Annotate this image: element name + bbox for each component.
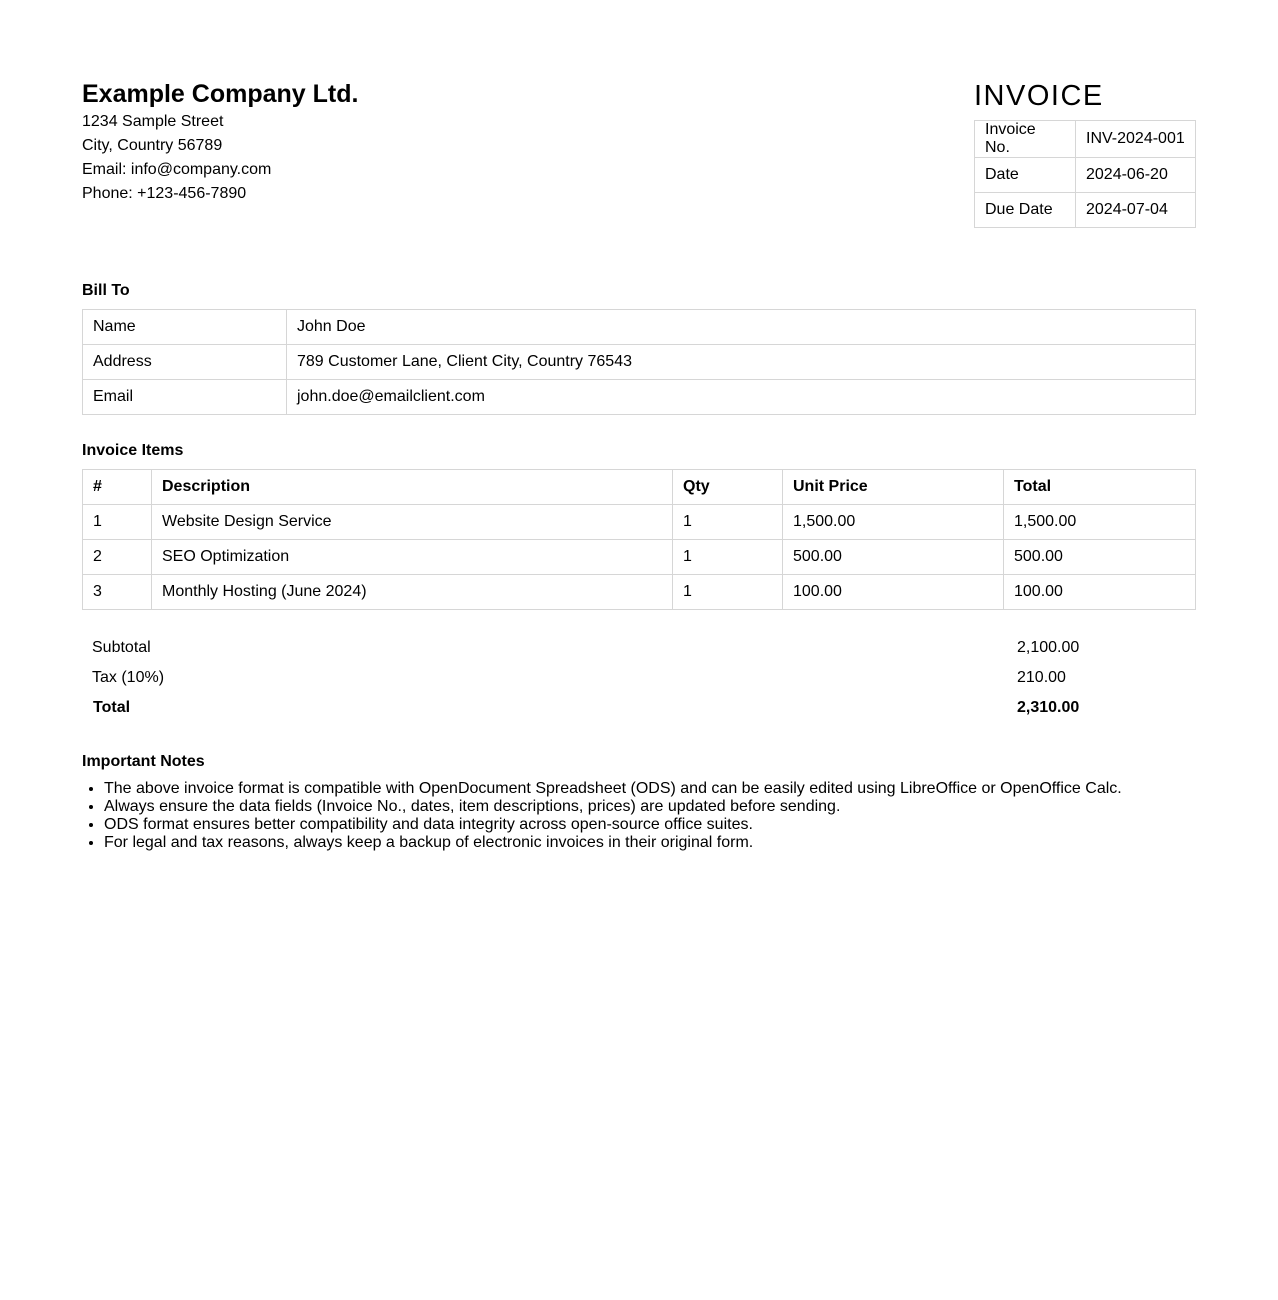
bill-label: Email (83, 380, 287, 415)
col-header-unit-price: Unit Price (783, 470, 1004, 505)
grand-total-label: Total (93, 699, 131, 716)
item-number: 1 (83, 505, 152, 540)
meta-label: Due Date (975, 193, 1076, 228)
bill-label: Address (83, 345, 287, 380)
item-description: Website Design Service (152, 505, 673, 540)
company-name: Example Company Ltd. (82, 80, 359, 108)
notes-list (82, 780, 1204, 852)
subtotal-row (82, 633, 1196, 663)
meta-label: Date (975, 158, 1076, 193)
item-qty: 1 (673, 505, 783, 540)
invoice-meta-table (974, 120, 1196, 228)
meta-value: 2024-06-20 (1076, 158, 1196, 193)
grand-total-row (82, 693, 1196, 723)
bill-row-address (83, 345, 1196, 380)
important-notes-heading: Important Notes (82, 753, 205, 770)
meta-row-due-date (975, 193, 1196, 228)
meta-row-date (975, 158, 1196, 193)
table-row (83, 575, 1196, 610)
list-item: • Always ensure the data fields (Invoice No., dates, item descriptions, prices) are updated before sending. (104, 798, 1204, 816)
company-city: City, Country 56789 (82, 137, 223, 154)
item-qty: 1 (673, 575, 783, 610)
bill-value: 789 Customer Lane, Client City, Country 76543 (287, 345, 1196, 380)
totals-section (82, 633, 1196, 723)
subtotal-label: Subtotal (92, 639, 151, 656)
tax-label: Tax (10%) (92, 669, 165, 686)
col-header-total: Total (1004, 470, 1196, 505)
col-header-qty: Qty (673, 470, 783, 505)
company-info (82, 78, 682, 206)
bill-to-table (82, 309, 1196, 415)
item-total: 500.00 (1004, 540, 1196, 575)
table-row (83, 540, 1196, 575)
item-total: 100.00 (1004, 575, 1196, 610)
invoice-items-table (82, 469, 1196, 610)
list-item: • The above invoice format is compatible with OpenDocument Spreadsheet (ODS) and can be easily edited using LibreOffice or OpenOffice Calc. (104, 780, 1204, 798)
bill-row-email (83, 380, 1196, 415)
item-number: 2 (83, 540, 152, 575)
col-header-number: # (83, 470, 152, 505)
bill-to-heading: Bill To (82, 282, 130, 299)
invoice-header (974, 78, 1196, 228)
invoice-title: INVOICE (974, 80, 1104, 112)
meta-value: 2024-07-04 (1076, 193, 1196, 228)
table-row (83, 505, 1196, 540)
col-header-description: Description (152, 470, 673, 505)
company-email: Email: info@company.com (82, 161, 272, 178)
meta-value: INV-2024-001 (1076, 121, 1196, 158)
company-street: 1234 Sample Street (82, 113, 224, 130)
list-item: • For legal and tax reasons, always keep a backup of electronic invoices in their original form. (104, 834, 1204, 852)
bill-value: John Doe (287, 310, 1196, 345)
list-item: • ODS format ensures better compatibility and data integrity across open-source office suites. (104, 816, 1204, 834)
bill-row-name (83, 310, 1196, 345)
tax-value: 210.00 (1017, 669, 1066, 686)
items-header-row (83, 470, 1196, 505)
meta-label: Invoice No. (975, 121, 1076, 158)
company-phone: Phone: +123-456-7890 (82, 185, 247, 202)
subtotal-value: 2,100.00 (1017, 639, 1080, 656)
bill-label: Name (83, 310, 287, 345)
item-qty: 1 (673, 540, 783, 575)
item-total: 1,500.00 (1004, 505, 1196, 540)
item-unit-price: 100.00 (783, 575, 1004, 610)
tax-row (82, 663, 1196, 693)
item-description: Monthly Hosting (June 2024) (152, 575, 673, 610)
bill-value: john.doe@emailclient.com (287, 380, 1196, 415)
invoice-items-heading: Invoice Items (82, 442, 184, 459)
grand-total-value: 2,310.00 (1017, 699, 1080, 716)
item-unit-price: 500.00 (783, 540, 1004, 575)
meta-row-invoice-no (975, 121, 1196, 158)
item-unit-price: 1,500.00 (783, 505, 1004, 540)
item-description: SEO Optimization (152, 540, 673, 575)
item-number: 3 (83, 575, 152, 610)
